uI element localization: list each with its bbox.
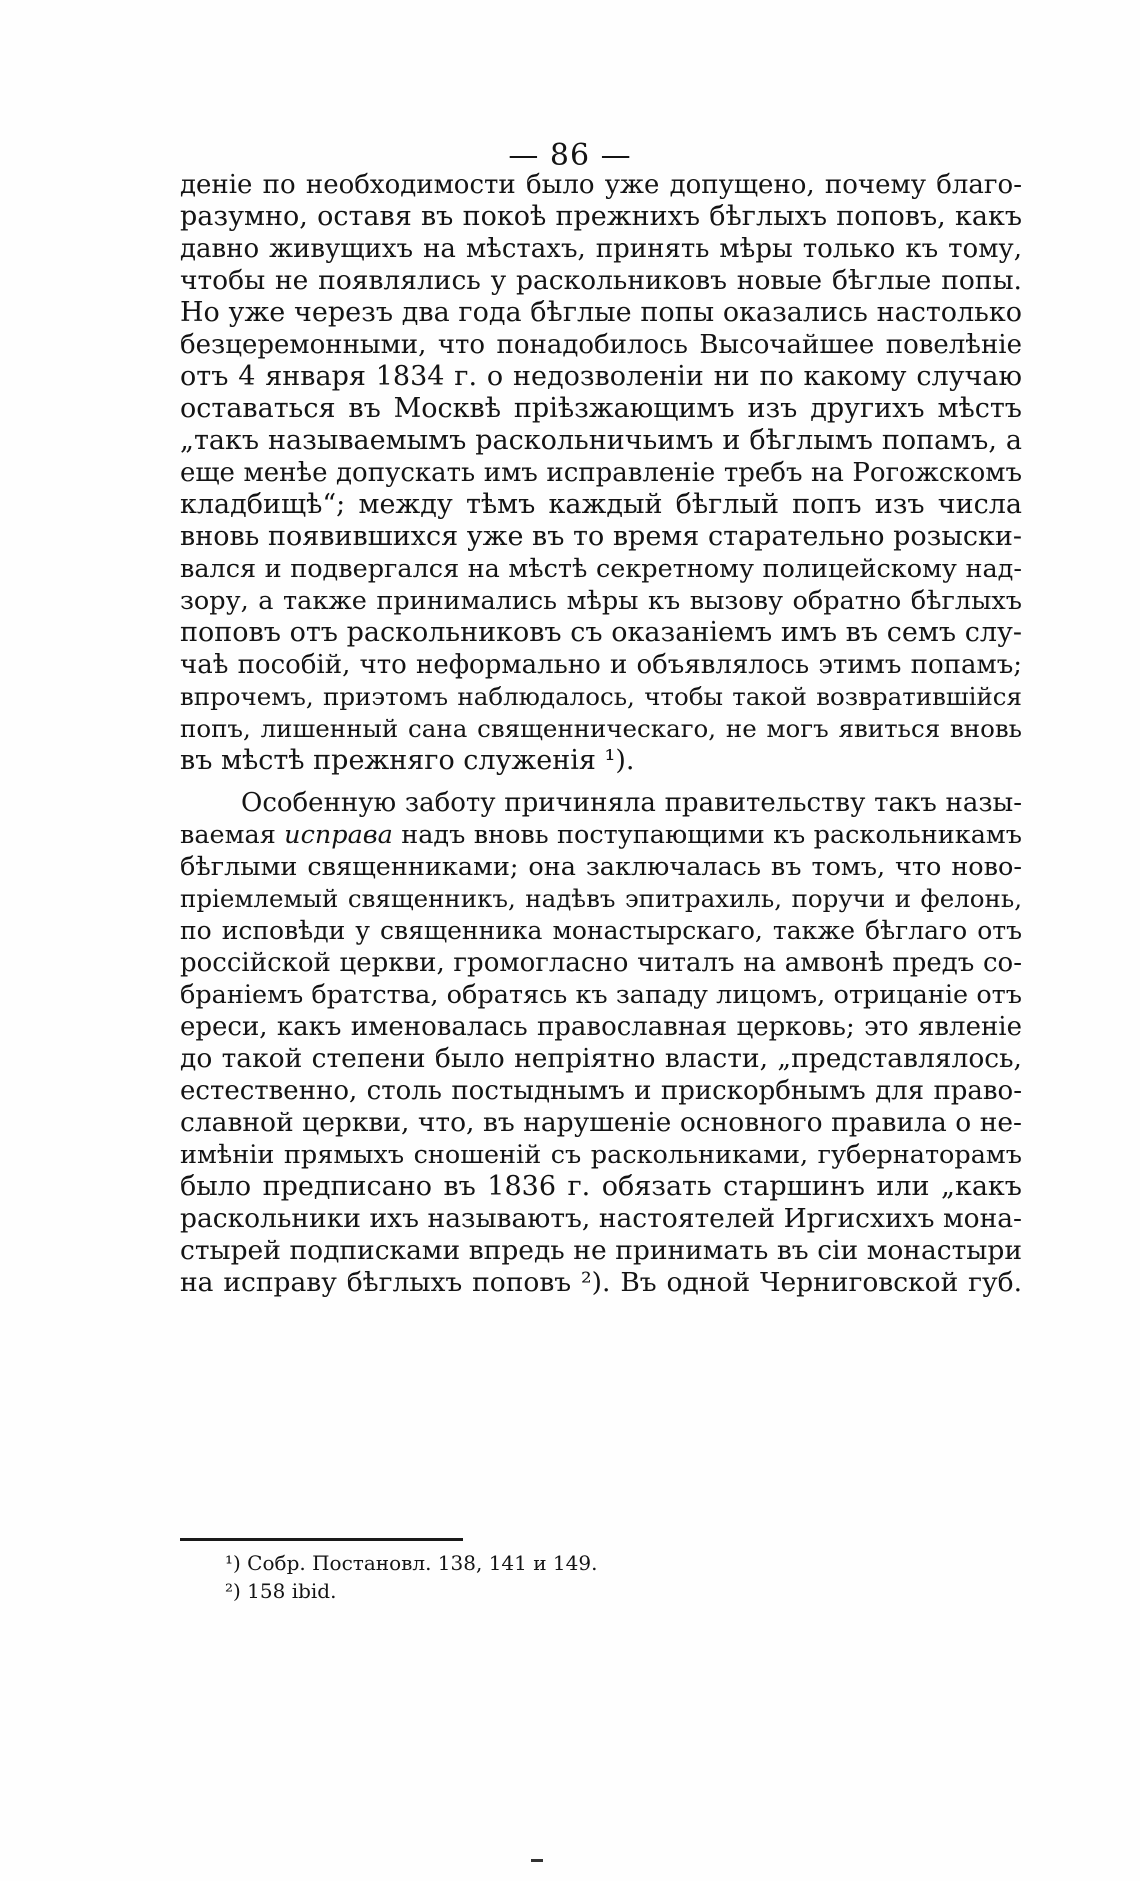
text-segment: надъ вновь поступающими къ раскольникамъ [401, 820, 1022, 850]
text-line: имѣніи прямыхъ сношеній съ раскольниками, губернаторамъ [180, 1140, 1022, 1170]
footnote-divider [180, 1538, 463, 1541]
text-line: давно живущихъ на мѣстахъ, принять мѣры только къ тому, [180, 234, 1022, 264]
text-line: чаѣ пособій, что неформально и объявлялось этимъ попамъ; [180, 650, 1022, 680]
footnote: ²) 158 ibid. [225, 1579, 337, 1603]
text-segment: ваемая [180, 820, 276, 850]
text-line: зору, а также принимались мѣры къ вызову обратно бѣглыхъ [180, 586, 1022, 616]
footnote: ¹) Собр. Постановл. 138, 141 и 149. [225, 1551, 598, 1575]
text-line: славной церкви, что, въ нарушеніе основного правила о не- [180, 1107, 1022, 1138]
text-line: по исповѣди у священника монастырскаго, также бѣглаго отъ [180, 916, 1022, 945]
text-line: безцеремонными, что понадобилось Высочайшее повелѣніе [180, 330, 1022, 360]
text-line: на исправу бѣглыхъ поповъ ²). Въ одной Черниговской губ. [180, 1267, 1022, 1298]
text-line: въ мѣстѣ прежняго служенія ¹). [180, 745, 635, 776]
text-line: деніе по необходимости было уже допущено, почему благо- [180, 170, 1022, 200]
text-line: раскольники ихъ называютъ, настоятелей Иргисхихъ мона- [180, 1203, 1022, 1234]
text-line: еще менѣе допускать имъ исправленіе требъ на Рогожскомъ [180, 458, 1022, 488]
text-line: оставаться въ Москвѣ пріѣзжающимъ изъ другихъ мѣстъ [180, 393, 1022, 424]
text-line: кладбищѣ“; между тѣмъ каждый бѣглый попъ изъ числа [180, 489, 1022, 520]
text-line: бѣглыми священниками; она заключалась въ томъ, что ново- [180, 852, 1022, 882]
text-line: Особенную заботу причиняла правительству такъ назы- [241, 788, 1022, 818]
text-line: россійской церкви, громогласно читалъ на амвонѣ предъ со- [180, 948, 1022, 978]
text-line: ереси, какъ именовалась православная церковь; это явленіе [180, 1012, 1022, 1042]
text-line: отъ 4 января 1834 г. о недозволеніи ни по какому случаю [180, 361, 1022, 392]
text-line: естественно, столь постыднымъ и прискорбнымъ для право- [180, 1076, 1022, 1106]
text-line: поповъ отъ раскольниковъ съ оказаніемъ имъ въ семъ слу- [180, 617, 1022, 648]
text-line: было предписано въ 1836 г. обязать старшинъ или „какъ [180, 1171, 1022, 1202]
text-line: впрочемъ, приэтомъ наблюдалось, чтобы такой возвратившійся [180, 682, 1022, 711]
text-line: чтобы не появлялись у раскольниковъ новые бѣглые попы. [180, 265, 1022, 296]
text-line: до такой степени было непріятно власти, „представлялось, [180, 1043, 1022, 1074]
text-line: попъ, лишенный сана священническаго, не могъ явиться вновь [180, 714, 1022, 743]
text-line: браніемъ братства, обратясь къ западу лицомъ, отрицаніе отъ [180, 980, 1022, 1010]
text-line: стырей подписками впредь не принимать въ сіи монастыри [180, 1235, 1022, 1266]
print-speck [531, 1859, 543, 1862]
emphasized-term: исправа [284, 820, 393, 850]
text-line: пріемлемый священникъ, надѣвъ эпитрахиль, поручи и фелонь, [180, 884, 1022, 913]
text-line: разумно, оставя въ покоѣ прежнихъ бѣглыхъ поповъ, какъ [180, 201, 1022, 232]
text-line: „такъ называемымъ раскольничьимъ и бѣглымъ попамъ, а [180, 425, 1022, 456]
text-line: Но уже черезъ два года бѣглые попы оказались настолько [180, 297, 1022, 328]
text-line: вновь появившихся уже въ то время старательно розыски- [180, 521, 1022, 552]
page-number: — 86 — [508, 138, 632, 173]
text-line: вался и подвергался на мѣстѣ секретному полицейскому над- [180, 554, 1022, 584]
